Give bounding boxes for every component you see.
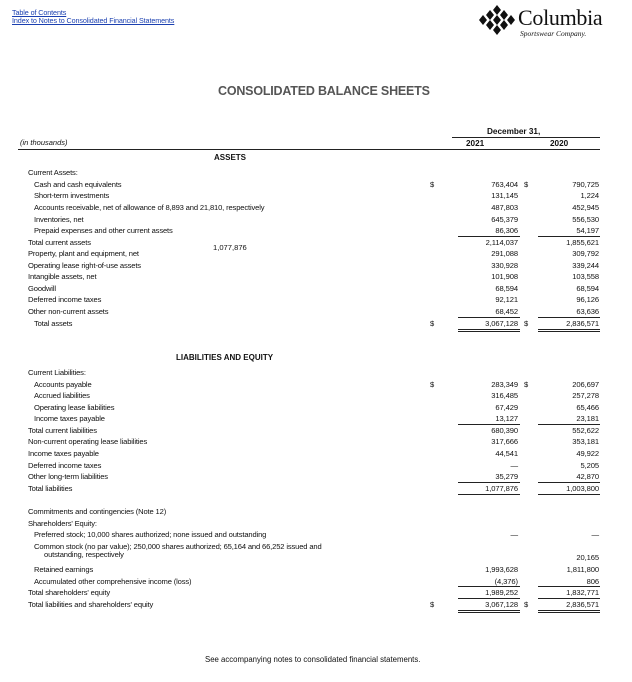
- header-rule: [18, 149, 600, 150]
- dollar-sign-2021: $: [430, 319, 435, 328]
- row-label: Deferred income taxes: [28, 461, 102, 470]
- diamond-logo-icon: [478, 4, 516, 36]
- total-double-rule: [538, 329, 600, 332]
- row-label: Accumulated other comprehensive income (loss): [34, 577, 192, 586]
- dollar-sign-2021: $: [430, 180, 435, 189]
- total-double-rule: [538, 610, 600, 613]
- period-header: December 31,: [487, 127, 541, 136]
- value-2020: 68,594: [576, 284, 599, 293]
- value-2020: 257,278: [572, 391, 599, 400]
- value-2021: 1,077,876: [485, 484, 518, 493]
- notes-index-link[interactable]: Index to Notes to Consolidated Financial Statements: [12, 16, 175, 25]
- row-label: Prepaid expenses and other current assets: [34, 226, 173, 235]
- row-label: Accounts receivable, net of allowance of 8,893 and 21,810, respectively: [34, 203, 265, 212]
- dollar-sign-2020: $: [524, 600, 529, 609]
- row-label: Cash and cash equivalents: [34, 180, 122, 189]
- logo-subtitle: Sportswear Company.: [520, 29, 587, 38]
- value-2020: 806: [586, 577, 599, 586]
- value-2021: 101,908: [491, 272, 518, 281]
- value-2021: 3,067,128: [485, 319, 518, 328]
- subtotal-rule: [458, 482, 520, 483]
- row-label: Total shareholders' equity: [28, 588, 110, 597]
- row-label: Total assets: [34, 319, 73, 328]
- row-label: Other non-current assets: [28, 307, 109, 316]
- assets-section-heading: ASSETS: [214, 153, 247, 162]
- value-2020: —: [591, 530, 599, 539]
- value-2020: 309,792: [572, 249, 599, 258]
- total-double-rule: [458, 329, 520, 332]
- subtotal-rule: [458, 236, 520, 237]
- subtotal-rule: [458, 317, 520, 318]
- row-label: Operating lease liabilities: [34, 403, 115, 412]
- row-label: Income taxes payable: [28, 449, 99, 458]
- period-underline: [452, 137, 600, 138]
- dollar-sign-2020: $: [524, 380, 529, 389]
- footer-note: See accompanying notes to consolidated financial statements.: [205, 655, 421, 664]
- subtotal-rule: [538, 236, 600, 237]
- value-2020: 1,832,771: [566, 588, 599, 597]
- units-label: (in thousands): [20, 138, 68, 147]
- value-2020: 1,224: [580, 191, 599, 200]
- value-2020: 339,244: [572, 261, 599, 270]
- value-2020: 1,855,621: [566, 238, 599, 247]
- year-2021-header: 2021: [466, 139, 485, 148]
- year-2020-header: 2020: [550, 139, 569, 148]
- dollar-sign-2020: $: [524, 180, 529, 189]
- value-2021: 1,993,628: [485, 565, 518, 574]
- value-2020: 23,181: [576, 414, 599, 423]
- liabilities-section-heading: LIABILITIES AND EQUITY: [176, 353, 274, 362]
- subtotal-rule: [538, 424, 600, 425]
- row-label: Short-term investments: [34, 191, 110, 200]
- row-label: Preferred stock; 10,000 shares authorized; none issued and outstanding: [34, 530, 267, 539]
- row-label: Current Assets:: [28, 168, 78, 177]
- row-label: Property, plant and equipment, net: [28, 249, 139, 258]
- row-label: Goodwill: [28, 284, 56, 293]
- row-label: Retained earnings: [34, 565, 94, 574]
- value-2020: 556,530: [572, 215, 599, 224]
- value-2020: 20,165: [576, 553, 599, 562]
- value-2021: —: [510, 461, 518, 470]
- value-2020: 1,003,800: [566, 484, 599, 493]
- value-2020: 63,636: [576, 307, 599, 316]
- value-2020: 54,197: [576, 226, 599, 235]
- row-label: Commitments and contingencies (Note 12): [28, 507, 167, 516]
- logo-name: Columbia: [518, 5, 603, 30]
- row-label: Total current assets: [28, 238, 91, 247]
- value-2021: 763,404: [491, 180, 518, 189]
- row-label: Common stock (no par value); 250,000 shares authorized; 65,164 and 66,252 issued and: [34, 542, 322, 551]
- value-2020: 5,205: [580, 461, 599, 470]
- row-label: Deferred income taxes: [28, 295, 102, 304]
- row-label: Shareholders' Equity:: [28, 519, 97, 528]
- dollar-sign-2021: $: [430, 600, 435, 609]
- total-double-rule: [458, 610, 520, 613]
- row-label: Total liabilities and shareholders' equity: [28, 600, 154, 609]
- page-title: CONSOLIDATED BALANCE SHEETS: [218, 84, 430, 98]
- value-2021: 2,114,037: [485, 238, 518, 247]
- value-2021: 44,541: [495, 449, 518, 458]
- subtotal-rule: [538, 317, 600, 318]
- value-2021: 283,349: [491, 380, 518, 389]
- value-2020: 65,466: [576, 403, 599, 412]
- subtotal-rule: [458, 598, 520, 599]
- value-2021: 3,067,128: [485, 600, 518, 609]
- row-label: Inventories, net: [34, 215, 84, 224]
- subtotal-rule: [538, 494, 600, 495]
- stray-value: 1,077,876: [213, 243, 247, 252]
- subtotal-rule: [458, 424, 520, 425]
- subtotal-rule: [458, 494, 520, 495]
- row-label: Total liabilities: [28, 484, 73, 493]
- value-2021: 92,121: [495, 295, 518, 304]
- value-2020: 96,126: [576, 295, 599, 304]
- columbia-logo: [478, 4, 628, 38]
- dollar-sign-2020: $: [524, 319, 529, 328]
- value-2020: 206,697: [572, 380, 599, 389]
- value-2021: 317,666: [491, 437, 518, 446]
- value-2021: 645,379: [491, 215, 518, 224]
- value-2020: 103,558: [572, 272, 599, 281]
- value-2021: 330,928: [491, 261, 518, 270]
- row-label: Current Liabilities:: [28, 368, 86, 377]
- value-2020: 2,836,571: [566, 600, 599, 609]
- row-label: Other long-term liabilities: [28, 472, 108, 481]
- subtotal-rule: [458, 586, 520, 587]
- value-2021: 68,594: [495, 284, 518, 293]
- value-2020: 452,945: [572, 203, 599, 212]
- value-2020: 1,811,800: [566, 565, 599, 574]
- subtotal-rule: [538, 598, 600, 599]
- dollar-sign-2021: $: [430, 380, 435, 389]
- row-label: Accrued liabilities: [34, 391, 90, 400]
- value-2021: 131,145: [491, 191, 518, 200]
- value-2021: (4,376): [494, 577, 518, 586]
- row-label: Operating lease right-of-use assets: [28, 261, 141, 270]
- value-2020: 2,836,571: [566, 319, 599, 328]
- value-2020: 790,725: [572, 180, 599, 189]
- value-2021: 487,803: [491, 203, 518, 212]
- value-2021: 68,452: [495, 307, 518, 316]
- row-label: Income taxes payable: [34, 414, 105, 423]
- value-2021: —: [510, 530, 518, 539]
- value-2021: 291,088: [491, 249, 518, 258]
- value-2020: 49,922: [576, 449, 599, 458]
- value-2021: 680,390: [491, 426, 518, 435]
- table-of-contents-link[interactable]: Table of Contents: [12, 8, 67, 17]
- value-2020: 42,870: [576, 472, 599, 481]
- value-2020: 353,181: [572, 437, 599, 446]
- value-2021: 86,306: [495, 226, 518, 235]
- subtotal-rule: [538, 586, 600, 587]
- row-label: Total current liabilities: [28, 426, 97, 435]
- value-2021: 316,485: [491, 391, 518, 400]
- row-label: Non-current operating lease liabilities: [28, 437, 148, 446]
- value-2020: 552,622: [572, 426, 599, 435]
- subtotal-rule: [538, 482, 600, 483]
- value-2021: 1,989,252: [485, 588, 518, 597]
- value-2021: 67,429: [495, 403, 518, 412]
- value-2021: 13,127: [495, 414, 518, 423]
- row-label-continued: outstanding, respectively: [44, 550, 124, 559]
- row-label: Accounts payable: [34, 380, 92, 389]
- row-label: Intangible assets, net: [28, 272, 97, 281]
- value-2021: 35,279: [495, 472, 518, 481]
